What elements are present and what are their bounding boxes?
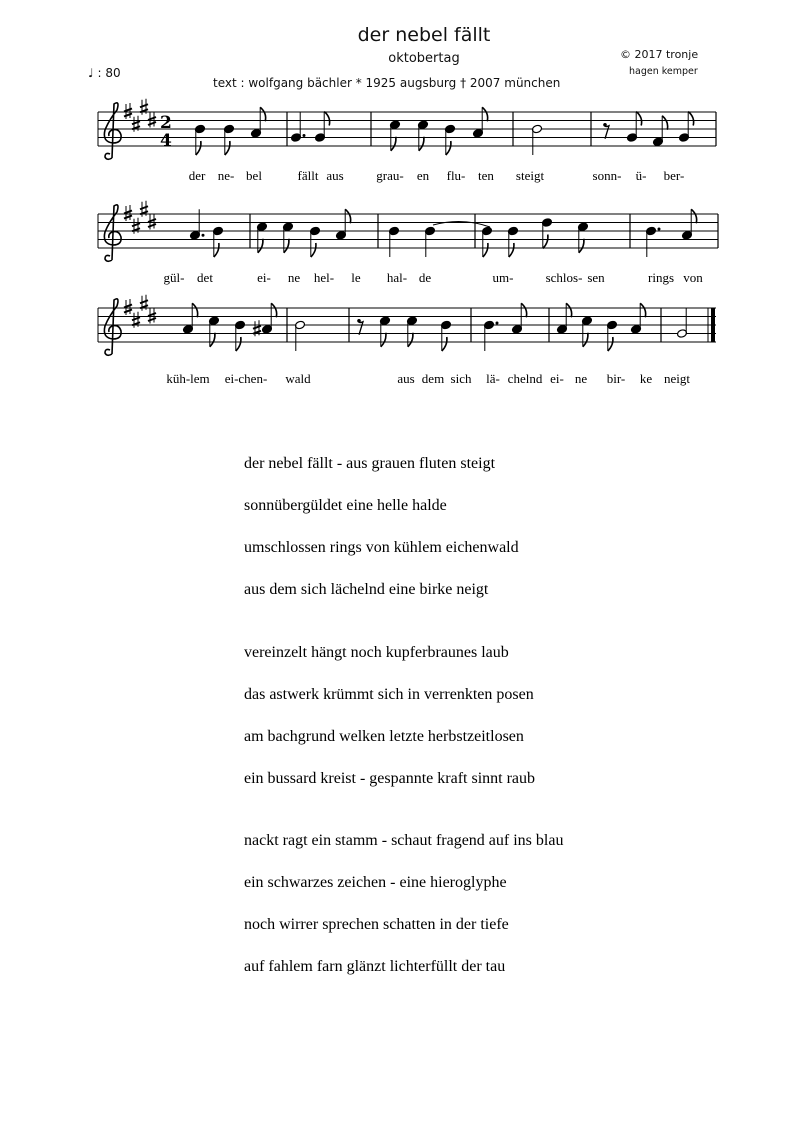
lyric-syllable: ne- <box>217 168 235 183</box>
lyric-syllable: schlos- <box>545 270 583 285</box>
note-flag <box>381 333 386 347</box>
eighth-rest-dot <box>603 123 607 127</box>
composer: hagen kemper <box>629 66 698 77</box>
note-flag <box>210 333 215 347</box>
lyric-syllable: det <box>197 270 213 285</box>
lyric-syllable: ei- <box>257 270 271 285</box>
tempo-marking: ♩ : 80 <box>88 66 121 80</box>
lyric-syllable: ei- <box>550 371 564 386</box>
lyric-syllable: ne <box>287 270 301 285</box>
note-dot <box>303 134 306 137</box>
note-flag <box>579 239 584 253</box>
lyric-syllable: fällt <box>297 168 319 183</box>
song-title: der nebel fällt <box>357 24 491 46</box>
note-flag <box>271 303 276 317</box>
note-dot <box>496 322 499 325</box>
poem-line: noch wirrer sprechen schatten in der tiefe <box>244 916 509 933</box>
poem-line: der nebel fällt - aus grauen fluten steigt <box>244 455 496 472</box>
eighth-rest-icon <box>358 321 363 335</box>
lyric-syllable: ei-chen- <box>224 371 268 386</box>
lyric-syllable: de <box>418 270 432 285</box>
note-flag <box>662 116 667 130</box>
note-flag <box>284 239 289 253</box>
poem-line: sonnübergüldet eine helle halde <box>244 497 447 514</box>
note-flag <box>543 235 548 249</box>
treble-clef-icon <box>104 205 121 261</box>
final-barline-thick <box>711 308 715 342</box>
treble-clef-icon <box>104 299 121 355</box>
lyric-syllable: sonn- <box>592 168 622 183</box>
poem-line: aus dem sich lächelnd eine birke neigt <box>244 581 489 598</box>
lyric-syllable: um- <box>492 270 514 285</box>
note-flag <box>408 333 413 347</box>
text-credit: text : wolfgang bächler * 1925 augsburg † 2007 münchen <box>213 76 561 90</box>
lyric-syllable: steigt <box>515 168 545 183</box>
lyric-syllable: le <box>351 270 361 285</box>
key-sharp-icon <box>148 308 156 324</box>
lyric-syllable: chelnd <box>507 371 543 386</box>
eighth-rest-dot <box>357 319 361 323</box>
note-flag <box>566 303 571 317</box>
key-sharp-icon <box>124 103 132 119</box>
key-sharp-icon <box>148 214 156 230</box>
treble-clef-icon <box>104 103 121 159</box>
lyric-syllable: neigt <box>664 371 690 386</box>
poem-line: das astwerk krümmt sich in verrenkten posen <box>244 686 534 703</box>
poem-line: vereinzelt hängt noch kupferbraunes laub <box>244 644 509 661</box>
eighth-rest-icon <box>604 125 609 139</box>
song-subtitle: oktobertag <box>388 51 460 66</box>
lyric-syllable: hal- <box>386 270 408 285</box>
note-flag <box>345 209 350 223</box>
lyric-syllable: ne <box>574 371 588 386</box>
lyric-syllable: lä- <box>486 371 500 386</box>
note-dot <box>202 234 205 237</box>
lyric-syllable: gül- <box>163 270 185 285</box>
note-flag <box>688 112 693 126</box>
lyric-syllable: sen <box>587 270 605 285</box>
note-flag <box>636 112 641 126</box>
note-flag <box>196 141 201 155</box>
poem-line: ein schwarzes zeichen - eine hieroglyphe <box>244 874 507 891</box>
note-flag <box>311 243 316 257</box>
lyric-syllable: von <box>683 270 703 285</box>
lyric-syllable: ten <box>478 168 494 183</box>
key-sharp-icon <box>124 205 132 221</box>
note-flag <box>691 209 696 223</box>
lyric-syllable: ber- <box>663 168 685 183</box>
key-sharp-icon <box>124 299 132 315</box>
note-flag <box>521 303 526 317</box>
note-flag <box>509 243 514 257</box>
note-flag <box>608 337 613 351</box>
lyric-syllable: ü- <box>635 168 647 183</box>
poem-line: nackt ragt ein stamm - schaut fragend auf ins blau <box>244 832 564 849</box>
note-flag <box>391 137 396 151</box>
lyric-syllable: bel <box>246 168 262 183</box>
lyric-syllable: rings <box>648 270 674 285</box>
lyric-syllable: ke <box>639 371 653 386</box>
note-flag <box>260 107 265 121</box>
poem-line: ein bussard kreist - gespannte kraft sinnt raub <box>244 770 536 787</box>
note-flag <box>214 243 219 257</box>
lyric-syllable: küh-lem <box>166 371 210 386</box>
note-flag <box>258 239 263 253</box>
time-signature-top: 2 <box>160 113 172 133</box>
lyric-syllable: sich <box>450 371 472 386</box>
poem-line: am bachgrund welken letzte herbstzeitlosen <box>244 728 524 745</box>
lyric-syllable: dem <box>421 371 445 386</box>
note-flag <box>419 137 424 151</box>
note-flag <box>236 337 241 351</box>
lyric-syllable: aus <box>326 168 344 183</box>
note-flag <box>640 303 645 317</box>
note-flag <box>192 303 197 317</box>
note-flag <box>324 112 329 126</box>
note-dot <box>658 228 661 231</box>
copyright: © 2017 tronje <box>620 48 699 61</box>
lyric-syllable: aus <box>397 371 415 386</box>
note-flag <box>482 107 487 121</box>
poem-line: umschlossen rings von kühlem eichenwald <box>244 539 519 556</box>
time-signature-bottom: 4 <box>160 131 172 151</box>
lyric-syllable: en <box>416 168 430 183</box>
lyric-syllable: wald <box>285 371 311 386</box>
lyric-syllable: flu- <box>446 168 466 183</box>
note-flag <box>583 333 588 347</box>
lyric-syllable: hel- <box>313 270 335 285</box>
note-flag <box>442 337 447 351</box>
note-flag <box>446 141 451 155</box>
lyric-syllable: grau- <box>376 168 404 183</box>
note-flag <box>225 141 230 155</box>
music-score <box>0 0 793 400</box>
poem-line: auf fahlem farn glänzt lichterfüllt der tau <box>244 958 506 975</box>
lyric-syllable: bir- <box>606 371 626 386</box>
key-sharp-icon <box>148 112 156 128</box>
lyric-syllable: der <box>188 168 206 183</box>
note-flag <box>483 243 488 257</box>
